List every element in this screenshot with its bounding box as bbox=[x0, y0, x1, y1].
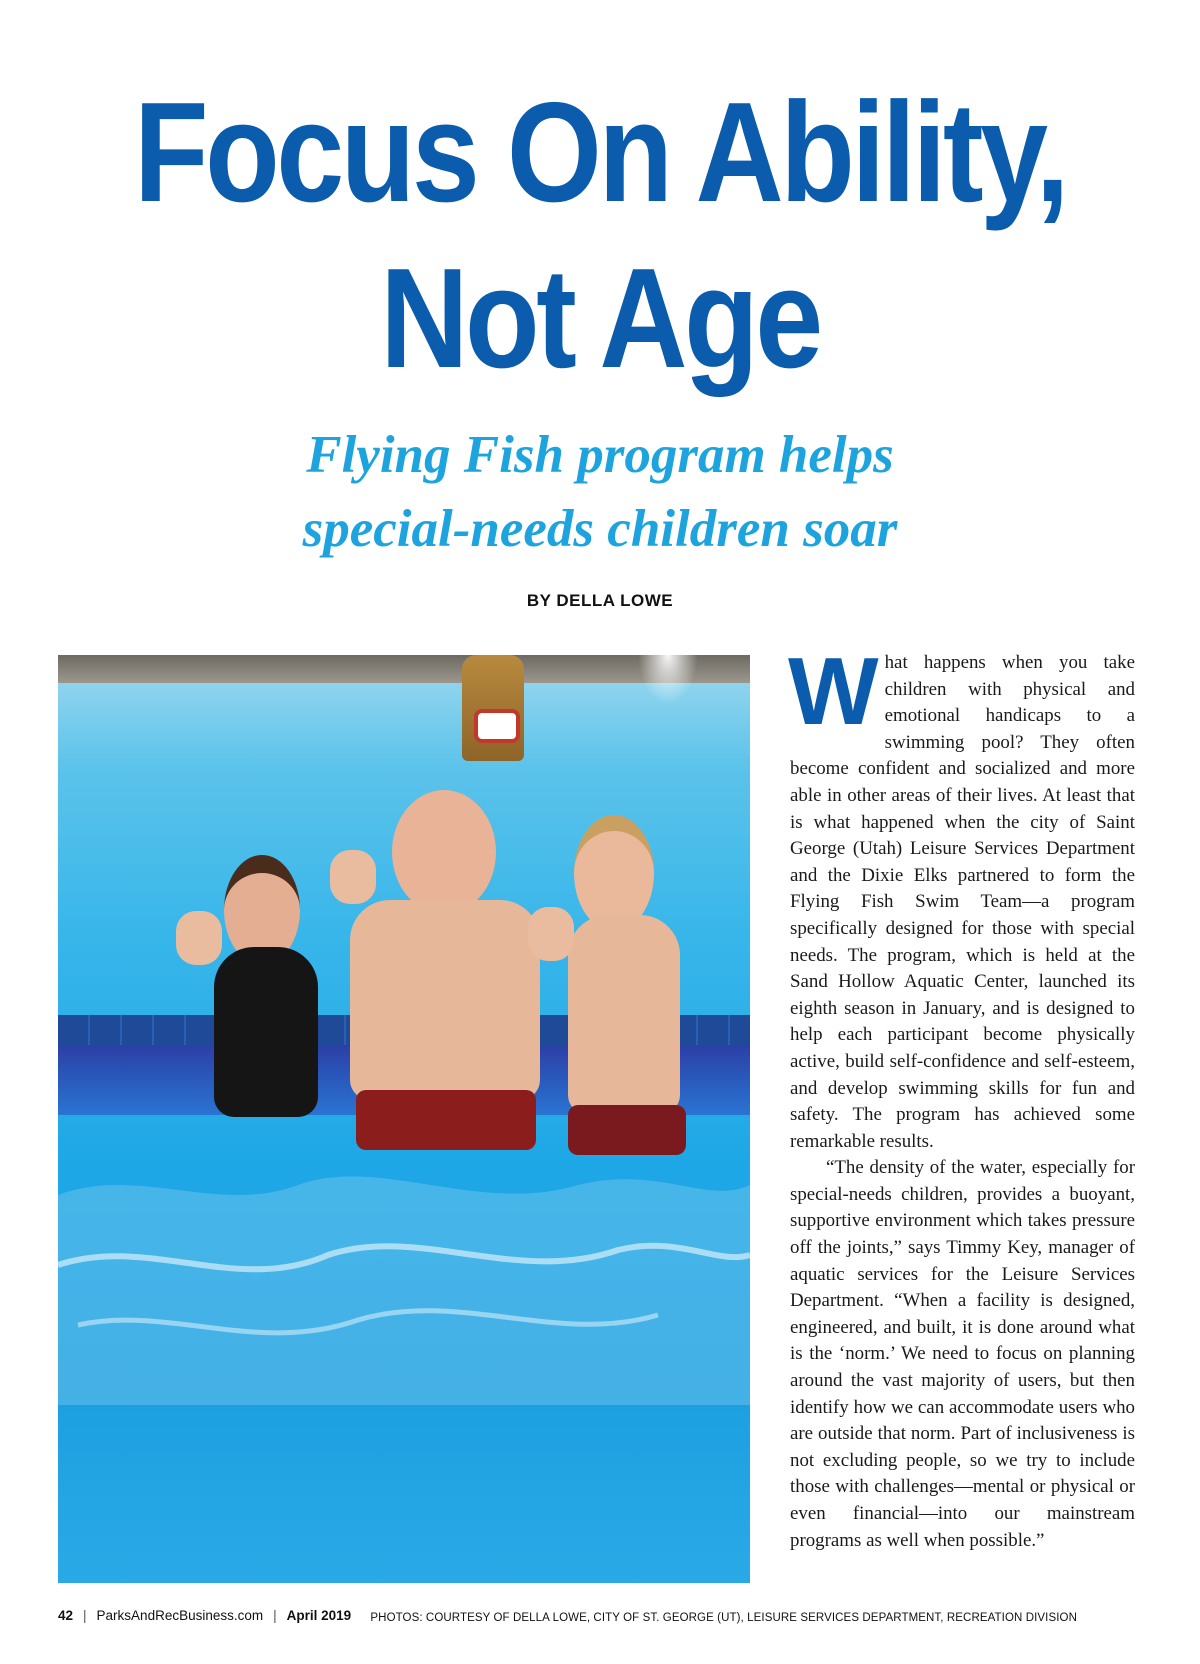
swimmer-boy bbox=[528, 815, 698, 1135]
boy-head bbox=[574, 815, 654, 931]
boy-torso bbox=[568, 915, 680, 1115]
footer-separator-1: | bbox=[83, 1608, 87, 1623]
boy-shorts bbox=[568, 1105, 686, 1155]
swimmer-man bbox=[330, 790, 560, 1110]
subheadline-line-1: Flying Fish program helps bbox=[306, 426, 894, 484]
article-photo bbox=[58, 655, 750, 1583]
girl-hand bbox=[176, 911, 222, 965]
paragraph-1-text: hat happens when you take children with physical and emotional handicaps to a swimming pool? They often become confident and socialized and more able in other areas of their lives. At least that is what happened when the city of Saint George (Utah) Leisure Services Department and the Dixie Elks partnered to form the Flying Fish Swim Team—a program specifically designed for those with special needs. The program, which is held at the Sand Hollow Aquatic Center, launched its eighth season in January, and is designed to help each participant become physically active, build self-confidence and self-esteem, and develop swimming skills for fun and safety. The program has achieved some remarkable results. bbox=[790, 652, 1135, 1152]
byline: BY DELLA LOWE bbox=[526, 591, 674, 610]
headline bbox=[84, 70, 1116, 402]
footer-site: ParksAndRecBusiness.com bbox=[96, 1608, 264, 1623]
drop-cap: W bbox=[788, 638, 879, 745]
article-body bbox=[788, 638, 1135, 1554]
subheadline-line-2: special-needs children soar bbox=[302, 500, 898, 558]
article-paragraph-2: “The density of the water, especially for special-needs children, provides a buoyant, supportive environment which takes pressure off the joints,” says Timmy Key, manager of aquatic services for the Leisure Services Department. “When a facility is designed, engineered, and built, it is done around what is the ‘norm.’ We need to focus on planning around the vast majority of users, but then identify how we can accommodate users who are outside that norm. Part of inclusiveness is not excluding people, so we try to include those with challenges—mental or physical or even financial—into our mainstream programs as well when possible.” bbox=[790, 1157, 1135, 1551]
tiki-mouth bbox=[474, 709, 520, 743]
water-fountain bbox=[638, 655, 698, 705]
water-foam bbox=[58, 1155, 750, 1405]
girl-swimsuit bbox=[214, 947, 318, 1117]
man-head bbox=[392, 790, 496, 914]
headline-line-2: Not Age bbox=[380, 239, 820, 398]
headline-line-1: Focus On Ability, bbox=[133, 73, 1067, 232]
article-paragraph-1 bbox=[788, 638, 1135, 1155]
subheadline bbox=[0, 418, 1200, 566]
boy-hand bbox=[528, 907, 574, 961]
footer-separator-2: | bbox=[273, 1608, 277, 1623]
page-number: 42 bbox=[58, 1608, 74, 1623]
man-torso bbox=[350, 900, 540, 1100]
tiki-statue bbox=[462, 655, 524, 761]
man-shorts bbox=[356, 1090, 536, 1150]
man-hand bbox=[330, 850, 376, 904]
footer-issue-date: April 2019 bbox=[286, 1608, 352, 1623]
photo-credit: PHOTOS: COURTESY OF DELLA LOWE, CITY OF ST. GEORGE (UT), LEISURE SERVICES DEPARTMENT, RECREATION DIVISION bbox=[370, 1612, 1077, 1624]
page-footer bbox=[58, 1608, 351, 1623]
